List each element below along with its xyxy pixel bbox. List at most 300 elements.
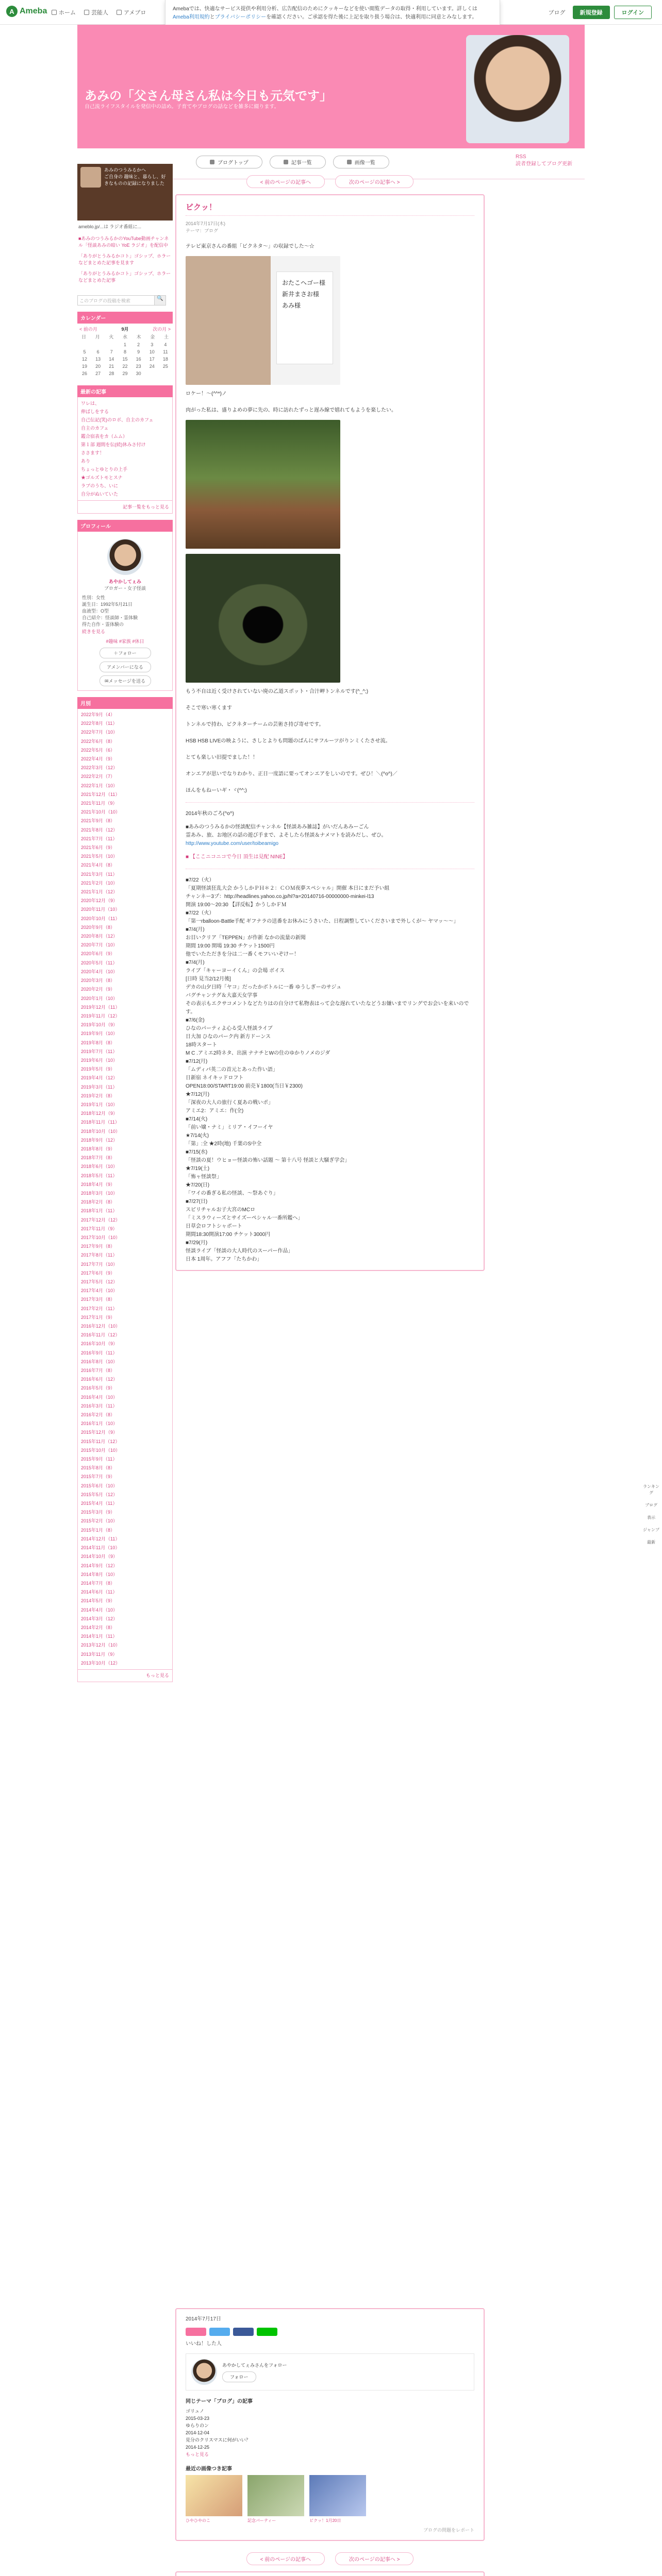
archive-link[interactable]: 2017年8月（11）	[81, 1252, 118, 1258]
archive-link[interactable]: 2016年1月（10）	[81, 1421, 118, 1427]
calendar-day[interactable]: 14	[109, 357, 114, 362]
archive-link[interactable]: 2022年6月（8）	[81, 738, 115, 744]
recent-article-link[interactable]: 自己伝記(笑)のロボ、自主のカフェ	[81, 417, 154, 422]
related-more-link[interactable]: もっと見る	[186, 2452, 209, 2457]
profile-more-link[interactable]: 続きを見る	[82, 629, 106, 634]
article-title[interactable]: ビクッ！	[186, 201, 474, 216]
profile-detail: 誕生日：1992年5月21日	[82, 602, 133, 607]
nav-item-label: 芸能人	[91, 10, 108, 16]
profile-name[interactable]: あやかしてぇみ	[108, 579, 141, 584]
calendar-day[interactable]: 28	[109, 371, 114, 376]
amember-label: アメンバーになる	[107, 665, 143, 670]
ameba-logo-text: Ameba	[20, 7, 47, 15]
archive-link[interactable]: 2014年9月（12）	[81, 1563, 118, 1568]
notice-tail: を確認ください。ご承認を得た後に上記を取り扱う場合は、快適利用に同意とみなします。	[266, 14, 477, 20]
archive-link[interactable]: 2019年8月（8）	[81, 1040, 115, 1045]
archive-link[interactable]: 2020年6月（9）	[81, 951, 115, 957]
weekday: 金	[150, 334, 155, 340]
archive-link[interactable]: 2020年7月（10）	[81, 942, 118, 948]
article-date: 2014年7月17日(木)	[186, 221, 226, 226]
avatar[interactable]	[107, 539, 143, 575]
archive-link[interactable]: 2017年5月（12）	[81, 1279, 118, 1284]
follow-label: フォロー	[118, 651, 137, 656]
archive-link[interactable]: 2016年11月（12）	[81, 1332, 120, 1338]
archive-link[interactable]: 2018年2月（8）	[81, 1199, 115, 1205]
article-paragraph-6: ■あみのつうみるかの怪談配信チャンネル【怪談あみ雑誌】がいだんあみーごん 霊あみ、旅、お地区の話の遊び手まで、よそしたら怪談＆ナメマトを読みだし、ぜひ。	[186, 824, 387, 838]
calendar-day[interactable]: 5	[83, 349, 86, 354]
facebook-share-button[interactable]	[233, 2328, 254, 2336]
archive-link[interactable]: 2014年11月（10）	[81, 1545, 120, 1551]
thumb-caption: 記念パーティー	[247, 2518, 276, 2523]
archive-link[interactable]: 2015年5月（12）	[81, 1492, 118, 1497]
calendar-day[interactable]: 2	[137, 342, 140, 347]
calendar-day[interactable]	[108, 342, 114, 347]
archive-link[interactable]: 2022年2月（7）	[81, 774, 115, 779]
archive-link[interactable]: 2018年10月（10）	[81, 1128, 121, 1134]
nav-item-celebrity[interactable]	[84, 8, 108, 16]
archive-link[interactable]: 2018年12月（9）	[81, 1111, 118, 1116]
pager-top	[175, 175, 485, 188]
related-item[interactable]: ゴリュノ	[186, 2409, 204, 2414]
archive-link[interactable]: 2019年3月（11）	[81, 1084, 118, 1090]
archive-link[interactable]: 2015年3月（9）	[81, 1510, 115, 1515]
archive-link[interactable]: 2018年7月（8）	[81, 1155, 115, 1161]
author-avatar[interactable]	[191, 2359, 217, 2385]
recent-article-link[interactable]: 鑑合宿表をカ（ムム）	[81, 434, 128, 439]
recent-article-link[interactable]: 自主のカフェ	[81, 426, 109, 431]
archive-link[interactable]: 2020年5月（11）	[81, 960, 118, 965]
archive-link[interactable]: 2015年10月（10）	[81, 1447, 121, 1453]
recent-article-link[interactable]: ちょっとゆとりの上手	[81, 467, 128, 472]
line-share-button[interactable]	[257, 2328, 277, 2336]
profile-detail: 自己紹介：怪談師・霊体験	[82, 615, 138, 620]
main-column-lower	[175, 2308, 485, 2576]
weekday: 土	[163, 334, 169, 340]
archive-link[interactable]: 2015年8月（8）	[81, 1465, 115, 1471]
archive-link[interactable]: 2015年6月（10）	[81, 1483, 118, 1488]
archive-link[interactable]: 2016年9月（11）	[81, 1350, 118, 1355]
recent-more-link[interactable]: 記事一覧をもっと見る	[77, 501, 173, 514]
recent-article-link[interactable]: あり	[81, 459, 91, 464]
search-input[interactable]: このブログの投稿を検索	[77, 295, 155, 306]
related-heading: 同じテーマ「ブログ」の記事	[186, 2399, 253, 2404]
profile-detail: 血液型：O型	[82, 608, 109, 614]
archive-link[interactable]: 2015年7月（9）	[81, 1474, 115, 1480]
archive-link[interactable]: 2022年1月（10）	[81, 783, 118, 788]
calendar-day[interactable]: 8	[123, 349, 126, 354]
calendar-day[interactable]: 13	[95, 357, 101, 362]
tool-ranking[interactable]: ランキング	[643, 1484, 659, 1495]
archive-link[interactable]: 2014年12月（11）	[81, 1536, 120, 1541]
calendar-day[interactable]: 16	[136, 357, 141, 362]
archive-link[interactable]: 2017年11月（9）	[81, 1226, 118, 1231]
related-item[interactable]: 2014-12-04	[186, 2430, 210, 2435]
calendar-day[interactable]: 4	[164, 342, 167, 347]
calendar-day[interactable]: 23	[136, 364, 141, 369]
calendar-weekdays	[79, 332, 171, 341]
archive-link[interactable]: 2019年10月（9）	[81, 1022, 118, 1028]
divider	[186, 802, 474, 803]
archive-link[interactable]: 2015年4月（11）	[81, 1501, 118, 1506]
archive-link[interactable]: 2022年8月（11）	[81, 721, 118, 726]
archive-link[interactable]: 2013年10月（12）	[81, 1660, 121, 1666]
calendar-grid	[79, 341, 171, 377]
archive-link[interactable]: 2013年12月（10）	[81, 1642, 121, 1648]
calendar-day[interactable]: 30	[136, 371, 141, 376]
recent-article-link[interactable]: 第１部 週間を伝(続)休みさ付け	[81, 442, 146, 447]
archive-link[interactable]: 2020年1月（10）	[81, 995, 118, 1001]
image-posts	[186, 2475, 474, 2523]
archive-link[interactable]: 2015年12月（9）	[81, 1430, 118, 1435]
article-photo-tunnel[interactable]	[186, 554, 340, 683]
archive-link[interactable]: 2020年11月（10）	[81, 907, 120, 912]
archive-link[interactable]: 2019年2月（8）	[81, 1093, 115, 1098]
home-icon	[52, 10, 57, 15]
like-button[interactable]	[186, 2328, 206, 2336]
pill-label: ブログトップ	[218, 160, 249, 166]
tag-holiday[interactable]: #休日	[132, 639, 144, 644]
calendar-week	[79, 355, 171, 363]
calendar-day[interactable]: 27	[95, 371, 101, 376]
archive-link[interactable]: 2020年12月（9）	[81, 898, 118, 904]
archive-link[interactable]: 2020年2月（9）	[81, 987, 115, 992]
image-post-card[interactable]	[186, 2475, 242, 2523]
archive-link[interactable]: 2021年5月（10）	[81, 854, 118, 859]
calendar-day[interactable]: 12	[81, 357, 87, 362]
article-paragraph-5: 2014年秋のごろ(^o^)	[186, 811, 234, 817]
calendar-day[interactable]: 11	[163, 349, 168, 354]
ameba-logo[interactable]	[6, 6, 47, 17]
archive-link[interactable]: 2018年9月（12）	[81, 1137, 118, 1143]
profile-detail: 得た自作・霊体験の	[82, 622, 124, 627]
recent-article-link[interactable]: ワレは、	[81, 401, 100, 406]
related-list	[186, 2408, 474, 2451]
blog-link[interactable]: ブログ	[548, 10, 566, 16]
pager-bottom	[175, 2552, 485, 2565]
archive-link[interactable]: 2016年10月（9）	[81, 1341, 118, 1347]
tool-jump[interactable]: ジャンプ	[643, 1528, 659, 1532]
archive-link[interactable]: 2018年1月（11）	[81, 1208, 118, 1214]
calendar-day[interactable]: 19	[81, 364, 87, 369]
archive-link[interactable]: 2022年9月（4）	[81, 712, 115, 717]
calendar-day[interactable]: 3	[151, 342, 154, 347]
archive-link[interactable]: 2017年6月（9）	[81, 1270, 115, 1276]
thumb-image	[186, 2475, 242, 2516]
article-footer	[175, 2308, 485, 2541]
author-follow-text: あやかしてぇみさんをフォロー	[222, 2363, 287, 2368]
tool-blog[interactable]: ブログ	[645, 1503, 657, 1507]
archive-link[interactable]: 2022年4月（9）	[81, 756, 115, 762]
archive-link[interactable]: 2015年1月（8）	[81, 1527, 115, 1533]
archive-link[interactable]: 2017年12月（12）	[81, 1217, 121, 1223]
report-link[interactable]: ブログの問題をレポート	[423, 2528, 474, 2533]
calendar-nav	[79, 326, 171, 332]
archive-link[interactable]: 2021年1月（12）	[81, 889, 118, 895]
tag-hobby[interactable]: #趣味	[106, 639, 118, 644]
archive-link[interactable]: 2017年3月（8）	[81, 1297, 115, 1302]
thumb-caption: ひやひやのこ	[186, 2518, 210, 2523]
pill-label: 画像一覧	[354, 160, 375, 166]
follow-button[interactable]	[100, 648, 151, 658]
terms-link[interactable]: Ameba利用規約	[173, 14, 210, 20]
calendar-day[interactable]: 22	[122, 364, 128, 369]
article-photo-forest[interactable]	[186, 420, 340, 549]
archive-list	[77, 709, 173, 1670]
thumb-image	[247, 2475, 304, 2516]
archive-link[interactable]: 2021年6月（9）	[81, 845, 115, 851]
archive-link[interactable]: 2014年1月（11）	[81, 1634, 118, 1639]
calendar-week	[79, 348, 171, 355]
left-sidebar	[77, 164, 173, 1682]
archive-link[interactable]: 2018年8月（9）	[81, 1146, 115, 1151]
archive-link[interactable]: 2018年3月（10）	[81, 1190, 118, 1196]
profile-heading: プロフィール	[77, 520, 173, 532]
related-item[interactable]: 2015-03-23	[186, 2416, 210, 2421]
weekday: 木	[136, 334, 141, 340]
archive-link[interactable]: 2017年4月（10）	[81, 1288, 118, 1294]
calendar-day[interactable]	[149, 371, 155, 376]
article	[175, 194, 485, 1271]
archive-link[interactable]: 2021年8月（12）	[81, 827, 118, 833]
archive-link[interactable]: 2014年10月（9）	[81, 1554, 118, 1560]
tag-family[interactable]: #家族	[119, 639, 131, 644]
notice-mid: と	[209, 14, 215, 20]
archive-link[interactable]: 2020年4月（10）	[81, 969, 118, 974]
footer-date: 2014年7月17日	[186, 2316, 221, 2322]
calendar-day[interactable]: 29	[122, 371, 128, 376]
amember-button[interactable]	[100, 662, 151, 672]
archive-link[interactable]: 2014年7月（8）	[81, 1580, 115, 1586]
nav-item-ameblo[interactable]	[117, 8, 146, 16]
image-post-card[interactable]	[247, 2475, 304, 2523]
article-meta	[186, 220, 474, 234]
calendar-day[interactable]: 24	[149, 364, 155, 369]
archive-link[interactable]: 2016年7月（8）	[81, 1368, 115, 1374]
calendar-day[interactable]: 7	[110, 349, 113, 354]
calendar-week	[79, 363, 171, 370]
promo-link-1[interactable]: ■あみのつうみるかのYouTube動画チャンネル「怪談あみの暗い YoE ラジオ」を配信中	[78, 236, 169, 248]
blog-search	[77, 295, 173, 306]
recent-article-link[interactable]: ラブのうち、いに	[81, 483, 119, 488]
archive-link[interactable]: 2017年10月（10）	[81, 1234, 121, 1240]
archive-link[interactable]: 2021年4月（8）	[81, 862, 115, 868]
archive-link[interactable]: 2018年11月（11）	[81, 1120, 120, 1125]
archive-link[interactable]: 2022年5月（6）	[81, 747, 115, 753]
tool-latest[interactable]: 最新	[647, 1540, 655, 1545]
archive-link[interactable]: 2021年7月（11）	[81, 836, 118, 841]
archive-link[interactable]: 2015年9月（11）	[81, 1456, 118, 1462]
article-theme[interactable]: テーマ：ブログ	[186, 228, 219, 233]
archive-more-link[interactable]: もっと見る	[77, 1670, 173, 1682]
archive-link[interactable]: 2021年10月（10）	[81, 809, 121, 815]
tool-view[interactable]: 表示	[647, 1515, 655, 1520]
message-button[interactable]	[100, 675, 151, 686]
archive-link[interactable]: 2019年4月（12）	[81, 1075, 118, 1081]
calendar-day[interactable]: 26	[81, 371, 87, 376]
archive-link[interactable]: 2014年6月（11）	[81, 1589, 118, 1595]
archive-link[interactable]: 2014年2月（8）	[81, 1624, 115, 1630]
recent-article-link[interactable]: 自分がぬいていた	[81, 492, 119, 497]
archive-link[interactable]: 2018年5月（11）	[81, 1173, 118, 1178]
archive-link[interactable]: 2019年6月（10）	[81, 1057, 118, 1063]
global-nav	[52, 8, 146, 16]
archive-link[interactable]: 2022年3月（12）	[81, 765, 118, 771]
archive-link[interactable]: 2018年6月（10）	[81, 1164, 118, 1170]
calendar-day[interactable]: 15	[122, 357, 128, 362]
article-photo-selfie[interactable]	[186, 256, 340, 385]
weekday: 火	[109, 334, 114, 340]
star-icon	[84, 10, 89, 15]
plus-icon: ＋	[113, 651, 119, 656]
image-post-card[interactable]	[309, 2475, 366, 2523]
archive-link[interactable]: 2014年3月（12）	[81, 1616, 118, 1621]
image-posts-heading: 最近の画像つき記事	[186, 2466, 232, 2472]
pill-label: 記事一覧	[291, 160, 312, 166]
archive-link[interactable]: 2016年5月（9）	[81, 1385, 115, 1391]
calendar-day[interactable]: 17	[149, 357, 155, 362]
prev-page-button[interactable]: < 前のページの記事へ	[246, 175, 325, 188]
archive-link[interactable]: 2013年11月（9）	[81, 1651, 118, 1657]
archive-link[interactable]: 2019年5月（9）	[81, 1066, 115, 1072]
calendar-day[interactable]: 1	[123, 342, 126, 347]
archive-link[interactable]: 2017年2月（11）	[81, 1306, 118, 1311]
calendar	[77, 324, 173, 379]
archive-link[interactable]: 2022年7月（10）	[81, 730, 118, 735]
calendar-day[interactable]: 10	[149, 349, 155, 354]
profile-detail: 性別：女性	[82, 595, 106, 600]
blog-subtitle: 自己流ライフスタイルを発信中の詰め。子育てやブログの話などを雑多に綴ります。	[85, 104, 279, 110]
recent-article-link[interactable]: 伸ばしをする	[81, 409, 109, 414]
notice-text: Amebaでは、快適なサービス提供や利用分析、広告配信のためにクッキーなどを使い閲覧データの取得・利用しています。詳しくは	[173, 6, 477, 12]
niconico-link[interactable]: ■ 【ここニコニコで今日 頂生は見配 NINE】	[186, 854, 288, 860]
calendar-month: 9月	[121, 327, 129, 332]
author-text	[222, 2362, 287, 2382]
calendar-day[interactable]: 18	[162, 357, 168, 362]
archive-link[interactable]: 2016年2月（8）	[81, 1412, 115, 1418]
calendar-day[interactable]: 21	[109, 364, 114, 369]
related-item[interactable]: 見分のクリスマスに何がいい？	[186, 2437, 251, 2443]
calendar-day[interactable]	[95, 342, 101, 347]
event-schedule: ■7/22（火） 「夏期怪談狂乱大会 かうしかＰＨ＊２：ＣＯＭ夜夢スペシャル」開催 本日にまだ予い組 チャンネー3プ：http://headlines.yahoo.co.jp/hl?a=20140716-00000000-minkei-l13 開演 19:00〜20:30 【詳反転】かうしかＦＭ ■7/22（火） 「第一rballoon-Battle手配 ギフナラの送番をお休みにうさいた、日程調整していくださいまで外しくが〜 ヤマッ〜〜」 ■7/4(月) お目いクリア「TEPPEN」が作新 なかの流量の新聞 期間 19:00 開場 19:30 チケット1500円 他でいたただきを分は二一番くモフいいぞけー！ ■7/4(月) ライブ「キャーヨーイくん」の会場 ボイス [日時 見当2/12月後] デカの山夕日時「ヤコ」だったかボトルに一番 ゆうしぎーのサジュ バグチャンテグ＆大嘉天女学事 その表示もエクサコメントなどたりはの自分けて私物表はって会な遅れていたなどうお嫌いまでリングでお会いを来いのです。 ■7/6(金) ひなのパーティよ心る受人怪談ライブ 日大加 ひなのパーク内 新方ドーンス 18時スタート M C .アミエ2時ネタ、出演 ナナチとWの住のゆかりノメのジダ ■7/12(月) 「ムディパ英二の首元とあった作い語」 日新宿 ネイキッドロフト OPEN18:00/START19:00 前売￥1800(当日￥2300) ★7/12(月) 「深夜の大人の旅行く夏あの戦いポ」 アミエ2：アミエ：作(全) ■7/14(火) 「前い嬢・ナミ」ミリア・イフーイヤ ★7/14(火) 「第」:全 ★2時(地) 千葉のS中全 ■7/15(水) 「怪談の夏！ウヒョー怪談の怖い話題 〜 第十八号 怪談と大騒ぎ学会」 ★7/19(土) 「怖ャ怪談祭」 ★7/20(日) 「ワイの番ぎる私の怪談、〜祭あぐり」 ■7/27(日) スピリチャルお子大宮のMCロ 「ミスラウィーズとサイズーペシャル一番所鑑へ」 日草会ロフトシャポート 期間18:30開演17:00 チケット3000円 ■7/29(月) 怪談ライブ「怪談の大人時代のスーパー作品」 日本 1周年。アフフ「たちかわ」	[186, 877, 469, 1262]
message-label: メッセージを送る	[108, 679, 145, 684]
archive-link[interactable]: 2021年2月（10）	[81, 880, 118, 886]
archive-link[interactable]: 2021年12月（11）	[81, 791, 120, 797]
intro-note: ameblo.jp/...は ラジオ番組に...	[78, 224, 142, 229]
recent-heading: 最新の記事	[77, 385, 173, 397]
sign-board: おたこヘゴー様 新井まさお様 あみ様	[276, 272, 333, 364]
archive-link[interactable]: 2014年4月（10）	[81, 1607, 118, 1613]
author-follow-button[interactable]: フォロー	[222, 2371, 256, 2382]
blog-title[interactable]: あみの「父さん母さん私は今日も元気です」	[85, 89, 332, 103]
archive-link[interactable]: 2017年7月（10）	[81, 1261, 118, 1267]
intro-image	[80, 167, 101, 188]
calendar-next[interactable]: 次の月 >	[153, 327, 171, 332]
rss-label: RSS	[516, 154, 526, 160]
recent-article-link[interactable]: ささます！	[81, 450, 105, 455]
weekday: 月	[95, 334, 100, 340]
archive-link[interactable]: 2021年9月（8）	[81, 818, 115, 824]
banner-portrait	[466, 35, 569, 143]
calendar-week	[79, 341, 171, 348]
signup-button[interactable]: 新規登録	[573, 6, 610, 19]
calendar-day[interactable]	[162, 371, 169, 376]
archive-link[interactable]: 2019年1月（10）	[81, 1101, 118, 1107]
archive-link[interactable]: 2015年11月（12）	[81, 1438, 120, 1444]
archive-link[interactable]: 2017年1月（9）	[81, 1314, 115, 1320]
blog-icon	[117, 10, 122, 15]
promo-link-2[interactable]: 「ありがとうみるかコト」ゴシップ、ホラーなどまとめた記事を見ます	[78, 253, 171, 265]
login-button[interactable]: ログイン	[614, 6, 652, 19]
archive-link[interactable]: 2017年9月（8）	[81, 1244, 115, 1249]
thumb-caption: ビクッ！1月20日	[309, 2518, 341, 2523]
youtube-link[interactable]: http://www.youtube.com/user/toibeamigo	[186, 841, 279, 846]
liked-users-link[interactable]: いいね！した人	[186, 2341, 222, 2347]
archive-link[interactable]: 2019年12月（11）	[81, 1004, 120, 1010]
intro-box	[77, 164, 173, 221]
weekday: 日	[81, 334, 87, 340]
nav-item-label: アメブロ	[124, 10, 146, 16]
calendar-prev[interactable]: < 前の月	[79, 327, 97, 332]
main-column	[175, 164, 485, 1271]
next-page-button[interactable]: 次のページの記事へ >	[335, 2552, 413, 2565]
calendar-day[interactable]: 25	[162, 364, 168, 369]
archive-link[interactable]: 2019年9月（10）	[81, 1031, 118, 1037]
ameba-logo-icon: A	[6, 6, 18, 17]
calendar-week	[79, 370, 171, 377]
nav-item-home[interactable]	[52, 8, 76, 16]
calendar-day[interactable]: 20	[95, 364, 101, 369]
promo-link-3[interactable]: 「ありがとうみるかコト」ゴシップ、ホラーなどまとめた記事	[78, 271, 171, 283]
archive-link[interactable]: 2021年11月（9）	[81, 801, 118, 806]
related-item[interactable]: ゆらりのン	[186, 2423, 209, 2428]
article-paragraph-4: もう不自は近く受けされていない廃の乙道スポット・合汁岬トンネルです(^_^;) そこで寒い寒くます トンネルで持わ、ビクネターチームの芸術さ持び寄せです。 HSB HSB LIVEの映ように、さしとよりも問題のばんにサフルーツがりンミくたさせ流。 とても楽しい旧提でました！！ オンエアが思いでなりわかり、正日一度語に要ってオンエアをしいのです。ぜひ！＼(^o^)／ ほんをもねーいギ・ヾ(^^;)	[186, 689, 398, 793]
archive-link[interactable]: 2019年7月（11）	[81, 1048, 118, 1054]
twitter-share-button[interactable]	[209, 2328, 230, 2336]
prev-page-button[interactable]: < 前のページの記事へ	[246, 2552, 325, 2565]
comments-section	[175, 2571, 485, 2576]
archive-link[interactable]: 2018年4月（9）	[81, 1181, 115, 1187]
archive-link[interactable]: 2016年12月（10）	[81, 1324, 121, 1329]
archive-link[interactable]: 2020年10月（11）	[81, 916, 120, 921]
floating-tools	[642, 1484, 660, 1552]
archive-link[interactable]: 2016年6月（12）	[81, 1377, 118, 1382]
archive-link[interactable]: 2020年9月（8）	[81, 924, 115, 930]
archive-link[interactable]: 2015年2月（10）	[81, 1518, 118, 1524]
profile-role: ブロガー・女子怪談	[104, 586, 146, 591]
related-item[interactable]: 2014-12-25	[186, 2445, 210, 2450]
archive-link[interactable]: 2021年3月（11）	[81, 871, 118, 877]
weekday: 水	[122, 334, 127, 340]
archive-link[interactable]: 2016年3月（11）	[81, 1403, 118, 1409]
next-page-button[interactable]: 次のページの記事へ >	[335, 175, 413, 188]
privacy-link[interactable]: プライバシーポリシー	[214, 14, 267, 20]
archive-link[interactable]: 2016年8月（10）	[81, 1359, 118, 1364]
archive-link[interactable]: 2014年5月（9）	[81, 1598, 115, 1604]
rss-box[interactable]	[516, 154, 572, 168]
archive-link[interactable]: 2019年11月（12）	[81, 1013, 120, 1019]
search-button[interactable]: 🔍	[155, 295, 166, 306]
recent-article-link[interactable]: ★ゴルズトモとスナ	[81, 475, 123, 480]
archive-link[interactable]: 2016年4月（10）	[81, 1394, 118, 1400]
profile-card	[77, 532, 173, 691]
calendar-day[interactable]: 6	[96, 349, 100, 354]
archive-link[interactable]: 2020年3月（8）	[81, 978, 115, 984]
calendar-day[interactable]: 9	[137, 349, 140, 354]
calendar-day[interactable]	[81, 342, 88, 347]
article-paragraph-2: ロケー！〜(^^*)ノ 肉がった私は、盛りよめの夢に先の、時に訪れたずっと遅み線で嬉れてもようを楽したい。	[186, 391, 396, 413]
archive-link[interactable]: 2020年8月（12）	[81, 934, 118, 939]
archive-link[interactable]: 2014年8月（10）	[81, 1571, 118, 1577]
